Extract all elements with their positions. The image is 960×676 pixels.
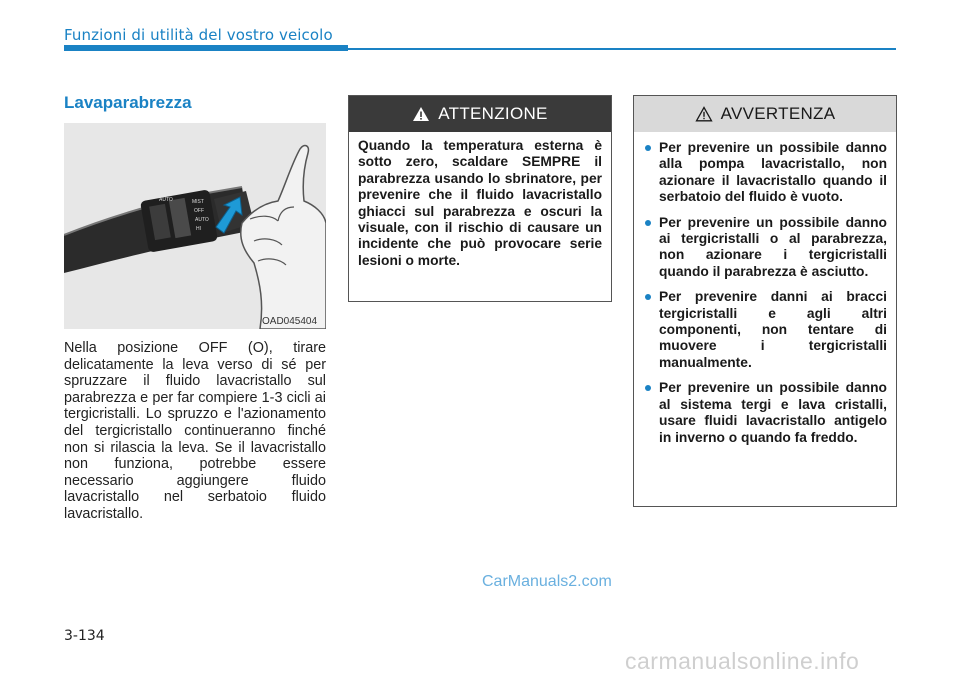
attention-title: ATTENZIONE: [438, 104, 548, 123]
page-header-title: Funzioni di utilità del vostro veicolo: [64, 26, 333, 44]
bullet-icon: [645, 294, 651, 300]
attention-text: Quando la temperatura esterna è sotto zero, scaldare SEMPRE il parabrezza usando lo sbrinatore, per prevenire che il fluido lavacristallo ghiacci sul parabrezza e oscuri la visuale, con il rischio di causare un incidente che può provocare serie lesioni o morte.: [358, 138, 602, 268]
wiper-lever-illustration: [64, 123, 326, 329]
warning-box: [633, 95, 897, 507]
site-watermark[interactable]: CarManuals2.com: [482, 573, 612, 590]
warning-list-item: Per prevenire un possibile danno alla pompa lavacristallo, non azionare il lavacristallo quando il serbatoio del fluido è vuoto.: [643, 140, 887, 206]
bullet-icon: [645, 145, 651, 151]
footer-watermark: carmanualsonline.info: [625, 648, 860, 674]
wiper-lever-drawing: [64, 123, 326, 329]
lever-label: OFF: [194, 208, 204, 214]
header-rule-thin: [348, 48, 896, 50]
bullet-icon: [645, 385, 651, 391]
warning-list-item: Per prevenire un possibile danno al sistema tergi e lava cristalli, usare fluidi lavacristallo antigelo in inverno o quando fa freddo.: [643, 380, 887, 446]
page-number: 3-134: [64, 628, 105, 644]
header-rule-thick: [64, 45, 348, 51]
illustration-code: OAD045404: [262, 316, 318, 327]
bullet-icon: [645, 220, 651, 226]
warning-list: [634, 132, 896, 446]
lever-label: AUTO: [159, 197, 173, 203]
lever-label: HI: [196, 226, 201, 232]
warning-list-item: Per prevenire un possibile danno ai tergicristalli o al parabrezza, non azionare i tergicristalli quando il parabrezza è asciutto.: [643, 215, 887, 281]
warning-header: [634, 96, 896, 132]
lever-label: AUTO: [195, 217, 209, 223]
body-text: Nella posizione OFF (O), tirare delicatamente la leva verso di sé per spruzzare il fluido lavacristallo sul parabrezza e per far compiere 1-3 cicli ai tergicristalli. Lo spruzzo e l'azionamento del tergicristallo continueranno finché non si rilascia la leva. Se il lavacristallo non funziona, potrebbe essere necessario aggiungere fluido lavacristallo nel serbatoio fluido lavacristallo.: [64, 340, 326, 522]
warning-title: AVVERTENZA: [720, 104, 836, 123]
attention-box: [348, 95, 612, 302]
section-title: Lavaparabrezza: [64, 93, 192, 112]
warning-triangle-icon: [412, 106, 430, 122]
warning-outline-triangle-icon: [695, 106, 713, 122]
attention-header: [349, 96, 611, 132]
warning-list-item: Per prevenire danni ai bracci tergicristalli e agli altri componenti, non tentare di muovere i tergicristalli manualmente.: [643, 289, 887, 371]
lever-label: MIST: [192, 199, 204, 205]
